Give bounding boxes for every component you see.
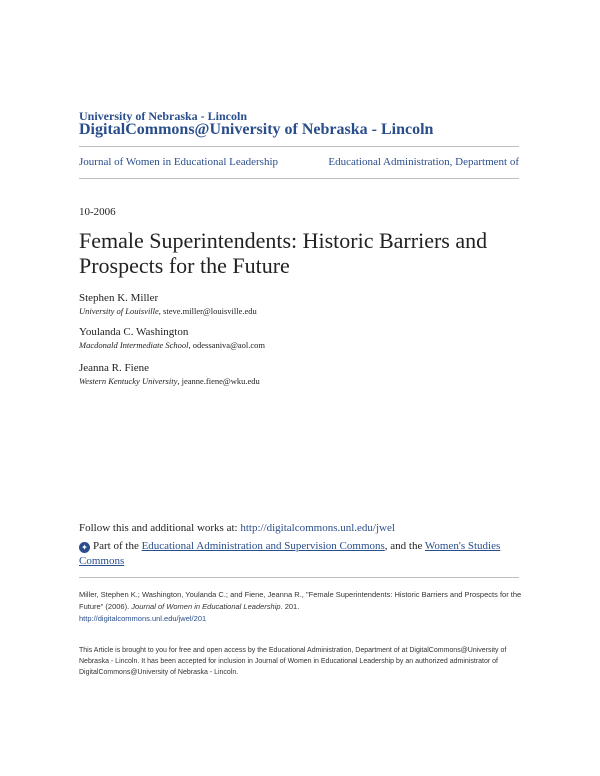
author-email[interactable]: steve.miller@louisville.edu [163,306,257,316]
affiliation-name: Macdonald Intermediate School [79,340,189,350]
edadmin-commons-link[interactable]: Educational Administration and Supervision Commons [141,540,385,552]
divider-top [79,146,519,147]
citation-url-link[interactable]: http://digitalcommons.unl.edu/jwel/201 [79,614,207,623]
citation-authors: Miller, Stephen K.; Washington, Youlanda C.; and Fiene, Jeanna R., "Female Superintendents: Historic Barriers and Prospects for the Future" (2006). [79,590,522,611]
partof-prefix: Part of the [93,540,142,552]
author-affiliation: University of Louisville, steve.miller@louisville.edu [79,306,257,316]
author-email[interactable]: odessaniva@aol.com [192,340,266,350]
author-name: Jeanna R. Fiene [79,362,149,374]
author-email[interactable]: jeanne.fiene@wku.edu [181,376,260,386]
citation [79,589,524,625]
department-link[interactable]: Educational Administration, Department of [328,156,519,168]
journal-link[interactable]: Journal of Women in Educational Leadership [79,156,278,168]
citation-number: . 201. [280,602,300,611]
author-affiliation: Macdonald Intermediate School, odessaniva@aol.com [79,340,266,350]
repository-link[interactable]: DigitalCommons@University of Nebraska - Lincoln [79,121,434,138]
publication-date: 10-2006 [79,206,116,218]
partof-middle: , and the [384,540,425,552]
part-of-line [79,539,519,569]
author-block [79,362,260,386]
institution-link[interactable]: University of Nebraska - Lincoln [79,109,247,123]
author-name: Stephen K. Miller [79,292,159,304]
womens-studies-commons-link[interactable]: Women's Studies Commons [79,540,501,567]
follow-text: Follow this and additional works at: [79,522,241,534]
network-icon: ✦ [79,542,90,553]
affiliation-name: University of Louisville [79,306,159,316]
divider-nav [79,178,519,179]
divider-citation [79,577,519,578]
follow-line [79,522,395,534]
collection-url-link[interactable]: http://digitalcommons.unl.edu/jwel [240,522,395,534]
author-affiliation: Western Kentucky University, jeanne.fiene@wku.edu [79,376,260,386]
citation-journal: Journal of Women in Educational Leadership [131,602,281,611]
author-block [79,292,257,316]
affiliation-name: Western Kentucky University [79,376,178,386]
article-title: Female Superintendents: Historic Barriers and Prospects for the Future [79,228,488,278]
access-notice: This Article is brought to you for free and open access by the Educational Administration, Department of at DigitalCommons@University of Nebraska - Lincoln. It has been accepted for inclusion in Journal of Women in Educational Leadership by an authorized administrator of DigitalCommons@University of Nebraska - Lincoln. [79,647,507,676]
author-block [79,326,265,350]
author-name: Youlanda C. Washington [79,326,189,338]
